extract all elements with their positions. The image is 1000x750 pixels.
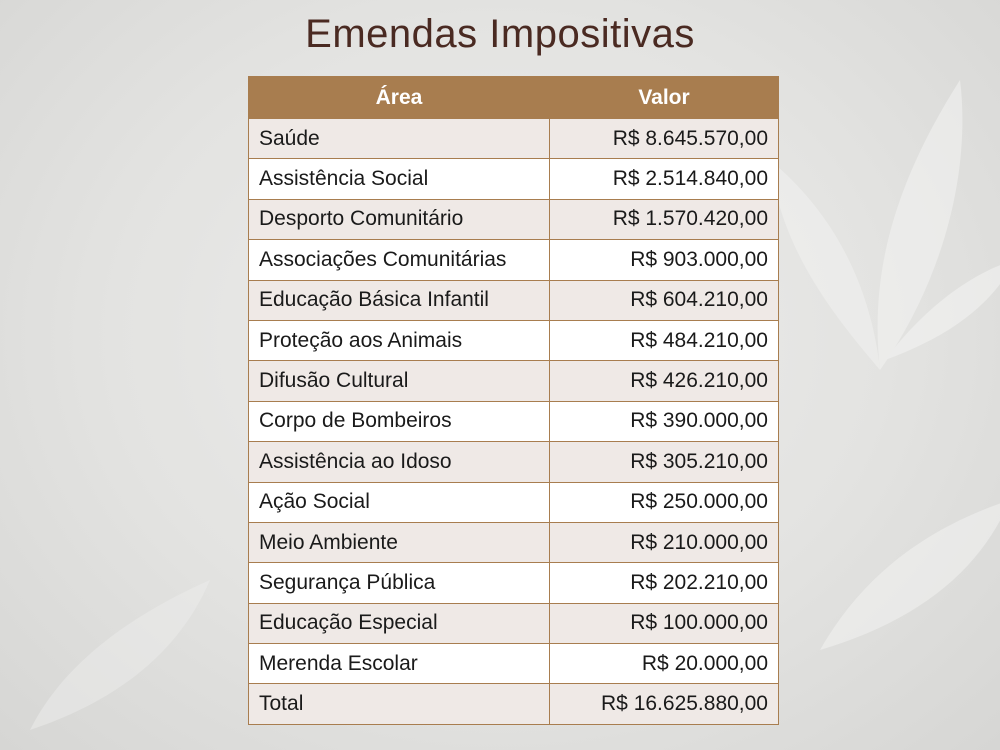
table-row: [249, 199, 779, 239]
area-cell: Assistência ao Idoso: [249, 442, 550, 482]
table-row: [249, 320, 779, 360]
valor-cell: R$ 202.210,00: [550, 563, 779, 603]
table-header-row: [249, 77, 779, 119]
table-row: [249, 159, 779, 199]
valor-cell: R$ 250.000,00: [550, 482, 779, 522]
area-cell: Difusão Cultural: [249, 361, 550, 401]
total-value-cell: R$ 16.625.880,00: [550, 684, 779, 724]
valor-cell: R$ 1.570.420,00: [550, 199, 779, 239]
table-row: [249, 644, 779, 684]
table-row: [249, 280, 779, 320]
table-row: [249, 442, 779, 482]
table-row: [249, 401, 779, 441]
table-total-row: [249, 684, 779, 724]
valor-cell: R$ 2.514.840,00: [550, 159, 779, 199]
valor-cell: R$ 20.000,00: [550, 644, 779, 684]
valor-cell: R$ 426.210,00: [550, 361, 779, 401]
page-title: Emendas Impositivas: [305, 12, 695, 56]
table-row: [249, 482, 779, 522]
valor-cell: R$ 8.645.570,00: [550, 119, 779, 159]
area-cell: Assistência Social: [249, 159, 550, 199]
table-row: [249, 522, 779, 562]
valor-cell: R$ 100.000,00: [550, 603, 779, 643]
column-header-valor: Valor: [550, 77, 779, 119]
area-cell: Saúde: [249, 119, 550, 159]
area-cell: Segurança Pública: [249, 563, 550, 603]
area-cell: Merenda Escolar: [249, 644, 550, 684]
area-cell: Proteção aos Animais: [249, 320, 550, 360]
table-body: [249, 119, 779, 725]
column-header-area: Área: [249, 77, 550, 119]
valor-cell: R$ 604.210,00: [550, 280, 779, 320]
table-row: [249, 603, 779, 643]
area-cell: Corpo de Bombeiros: [249, 401, 550, 441]
leaf-decoration-icon: [800, 470, 1000, 670]
valor-cell: R$ 210.000,00: [550, 522, 779, 562]
area-cell: Ação Social: [249, 482, 550, 522]
area-cell: Educação Especial: [249, 603, 550, 643]
table-row: [249, 361, 779, 401]
area-cell: Desporto Comunitário: [249, 199, 550, 239]
valor-cell: R$ 305.210,00: [550, 442, 779, 482]
total-label-cell: Total: [249, 684, 550, 724]
area-cell: Educação Básica Infantil: [249, 280, 550, 320]
leaf-decoration-icon: [760, 40, 1000, 400]
valor-cell: R$ 484.210,00: [550, 320, 779, 360]
valor-cell: R$ 903.000,00: [550, 240, 779, 280]
area-cell: Meio Ambiente: [249, 522, 550, 562]
area-cell: Associações Comunitárias: [249, 240, 550, 280]
amendments-table-container: [248, 76, 776, 725]
table-row: [249, 563, 779, 603]
table-row: [249, 240, 779, 280]
leaf-decoration-icon: [20, 560, 220, 740]
amendments-table: [248, 76, 779, 725]
valor-cell: R$ 390.000,00: [550, 401, 779, 441]
table-row: [249, 119, 779, 159]
